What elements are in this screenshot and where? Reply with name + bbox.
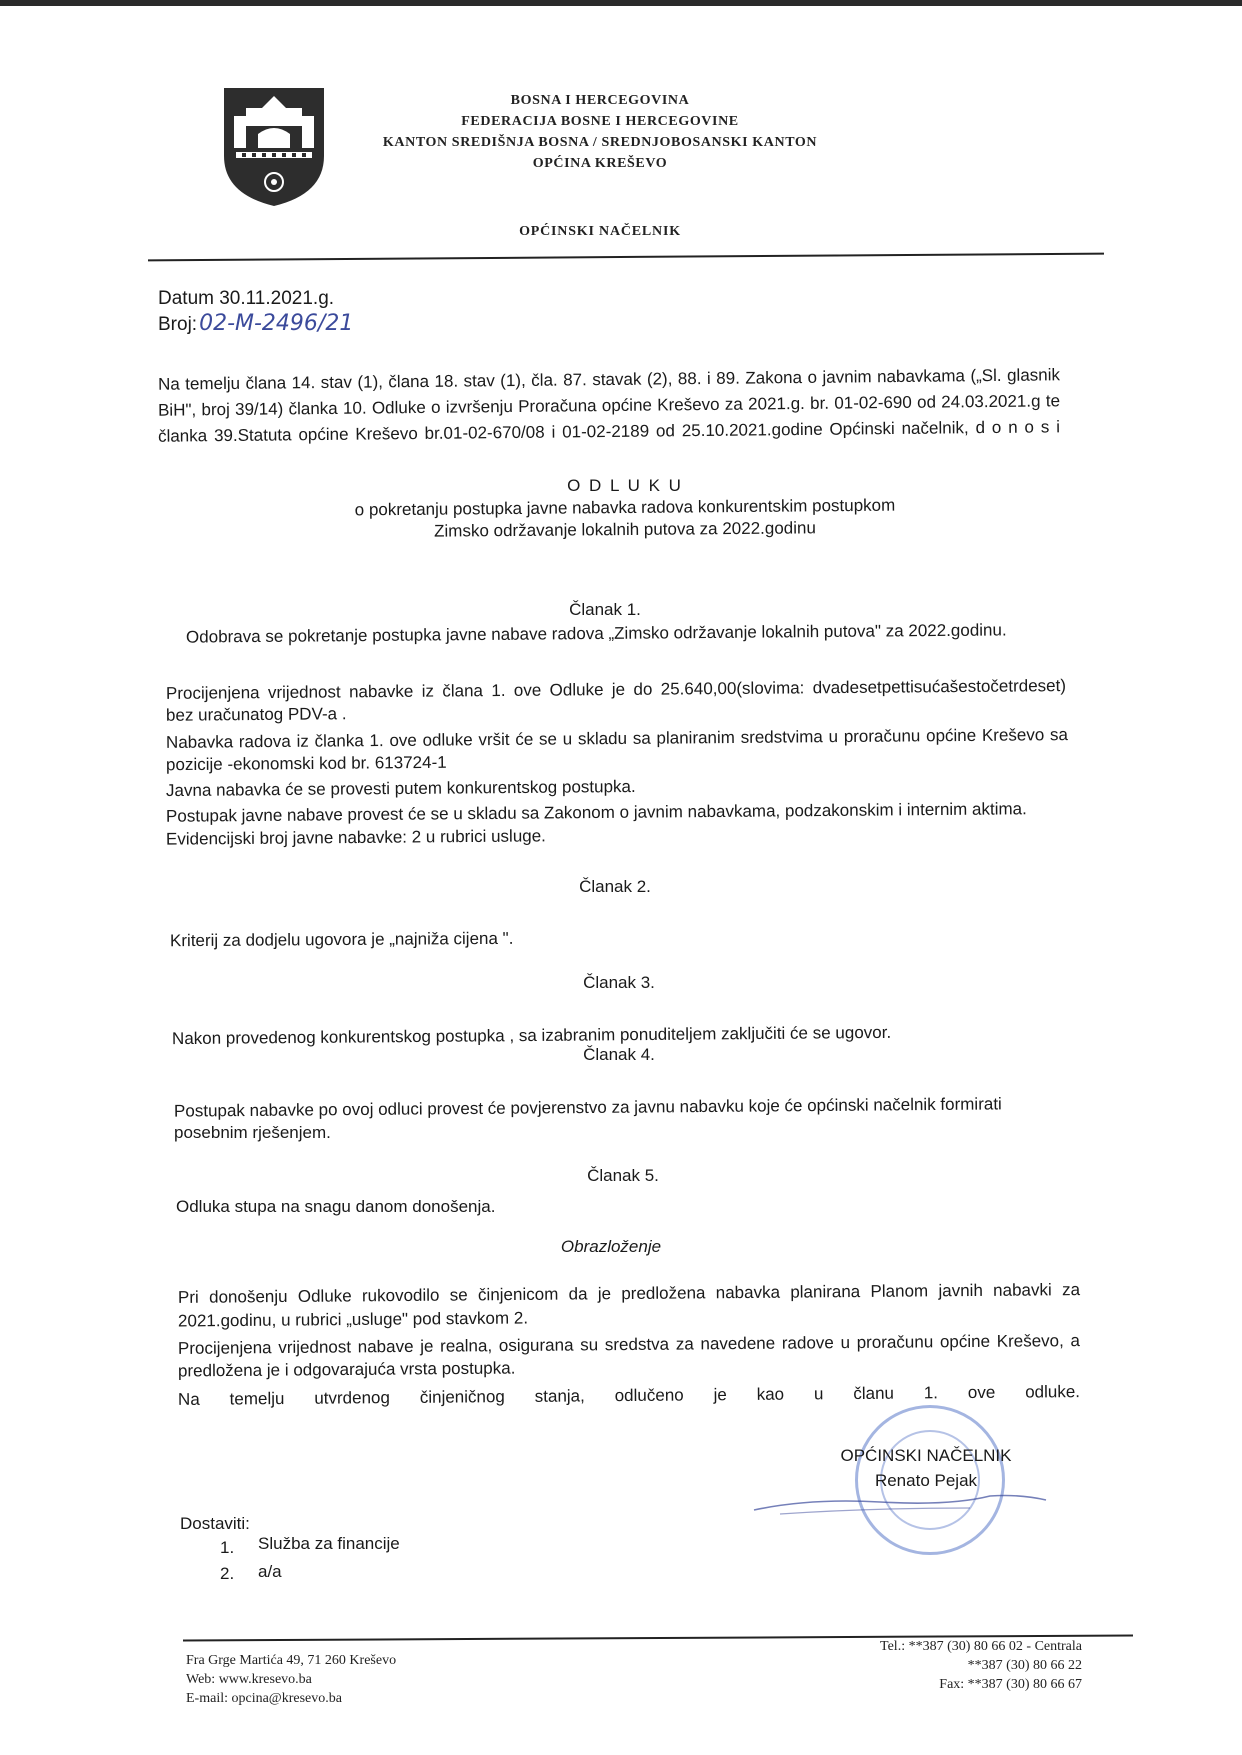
article-5-text: Odluka stupa na snagu danom donošenja. [176, 1197, 496, 1216]
preamble-line: BiH", broj 39/14) članka 10. Odluke o izvršenju Proračuna općine Kreševo za 2021.g. br. 01-02-690 od 24.03.2021.g te [157, 391, 1061, 420]
letterhead-federation: FEDERACIJA BOSNE I HERCEGOVINE [461, 114, 739, 129]
reasoning-heading: Obrazloženje [560, 1237, 662, 1256]
footer-tel-2: **387 (30) 80 66 22 [967, 1658, 1082, 1673]
article-4-line: posebnim rješenjem. [174, 1123, 331, 1142]
delivery-item: Služba za financije [258, 1534, 400, 1553]
article-1-line: Nabavka radova iz članka 1. ove odluke vršit će se u skladu sa planiranim sredstvima u proračunu općine Kreševo sa [165, 725, 1069, 752]
article-1-line: bez uračunatog PDV-a . [165, 704, 347, 725]
article-1-intro: Odobrava se pokretanje postupka javne nabave radova „Zimsko održavanje lokalnih putova" za 2022.godinu. [185, 620, 1007, 647]
reasoning-line: Pri donošenju Odluke rukovodilo se činjenicom da je predložena nabavka planirana Planom javnih nabavki za [177, 1280, 1081, 1307]
preamble-line: članka 39.Statuta općine Kreševo br.01-02-670/08 i 01-02-2189 od 25.10.2021.godine Općinski načelnik, d o n o s i [157, 417, 1061, 446]
footer-address: Fra Grge Martića 49, 71 260 Kreševo [186, 1653, 397, 1668]
article-1-heading: Članak 1. [569, 600, 641, 619]
document-date: Datum 30.11.2021.g. [158, 288, 335, 309]
footer-tel-central: Tel.: **387 (30) 80 66 02 - Centrala [880, 1639, 1082, 1654]
delivery-item: a/a [258, 1562, 282, 1581]
article-1-line: Evidencijski broj javne nabavke: 2 u rubrici usluge. [165, 826, 546, 849]
reasoning-line: predložena je i odgovarajuća vrsta postupka. [177, 1358, 516, 1381]
signature-name: Renato Pejak [874, 1471, 978, 1490]
article-1-line: pozicije -ekonomski kod br. 613724-1 [165, 752, 447, 775]
reasoning-line: Procijenjena vrijednost nabave je realna, osigurana su sredstva za navedene radove u proračunu općine Kreševo, a [177, 1331, 1081, 1358]
article-3-text: Nakon provedenog konkurentskog postupka , sa izabranim ponuditeljem zaključiti će se ugovor. [171, 1022, 892, 1049]
article-4-heading: Članak 4. [583, 1045, 655, 1064]
signature-title: OPĆINSKI NAČELNIK [840, 1446, 1012, 1465]
footer-phones [832, 1637, 1082, 1694]
article-1-line: Javna nabavka će se provesti putem konkurentskog postupka. [165, 776, 636, 801]
document-number-label: Broj: [158, 314, 198, 335]
reasoning-line: Na temelju utvrdenog činjeničnog stanja, odlučeno je kao u članu 1. ove odluke. [177, 1382, 1081, 1409]
decision-subject: o pokretanju postupka javne nabavka radova konkurentskim postupkom [354, 495, 896, 520]
footer-contact [186, 1651, 396, 1708]
article-2-text: Kriterij za dodjelu ugovora je „najniža cijena ". [169, 928, 514, 951]
article-2-heading: Članak 2. [579, 877, 651, 896]
scan-top-edge [0, 0, 1242, 6]
header-divider [148, 253, 1104, 261]
document-number-handwritten: 02-M-2496/21 [199, 311, 354, 336]
signature-scribble-icon [750, 1488, 1050, 1522]
footer-fax: Fax: **387 (30) 80 66 67 [939, 1677, 1082, 1692]
article-5-heading: Članak 5. [587, 1166, 659, 1185]
reasoning-line: 2021.godinu, u rubrici „usluge" pod stavkom 2. [177, 1308, 529, 1331]
delivery-item-num: 2. [220, 1564, 235, 1583]
preamble-line: Na temelju člana 14. stav (1), člana 18. stav (1), čla. 87. stavak (2), 88. i 89. Zakona o javnim nabavkama („Sl. glasnik [157, 365, 1061, 394]
article-4-line: Postupak nabavke po ovoj odluci provest će povjerenstvo za javnu nabavku koje će općinski načelnik formirati [173, 1094, 1002, 1121]
delivery-item-num: 1. [220, 1538, 235, 1557]
letterhead-country: BOSNA I HERCEGOVINA [510, 93, 690, 108]
article-1-line: Procijenjena vrijednost nabavke iz člana 1. ove Odluke je do 25.640,00(slovima: dvadesetpettisućašestočetrdeset) [165, 676, 1067, 703]
delivery-label: Dostaviti: [180, 1514, 250, 1533]
footer-email: E-mail: opcina@kresevo.ba [186, 1691, 342, 1706]
municipality-crest-icon [222, 86, 326, 208]
article-1-line: Postupak javne nabave provest će se u skladu sa Zakonom o javnim nabavkama, podzakonskim i internim aktima. [165, 799, 1027, 826]
footer-web: Web: www.kresevo.ba [186, 1672, 312, 1687]
decision-subject-2: Zimsko održavanje lokalnih putova za 2022.godinu [434, 518, 816, 541]
office-title: OPĆINSKI NAČELNIK [519, 224, 681, 239]
letterhead [330, 90, 870, 174]
letterhead-municipality: OPĆINA KREŠEVO [532, 156, 668, 171]
letterhead-canton: KANTON SREDIŠNJA BOSNA / SREDNJOBOSANSKI KANTON [382, 135, 818, 150]
article-3-heading: Članak 3. [583, 973, 655, 992]
document-number [158, 311, 353, 336]
decision-heading: O D L U K U [567, 476, 683, 495]
